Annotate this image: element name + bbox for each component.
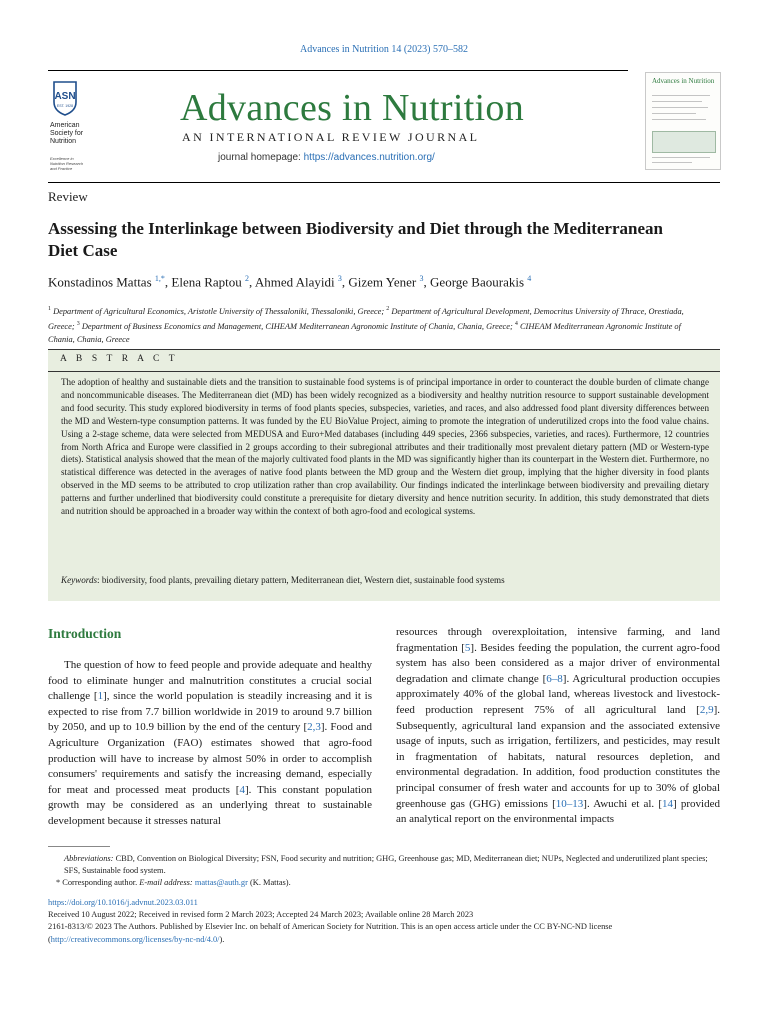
email-label: E-mail address: (139, 878, 193, 888)
header-bottom-rule (48, 182, 720, 183)
affiliation-number: 1 (48, 306, 51, 312)
article-title: Assessing the Interlinkage between Biodiversity and Diet through the Mediterranean Diet Case (48, 219, 663, 260)
asn-name (50, 122, 83, 146)
asn-tagline (50, 156, 83, 171)
article-info (48, 897, 720, 946)
keywords-list: : biodiversity, food plants, prevailing dietary pattern, Mediterranean diet, Western diet, sustainable food systems (97, 575, 505, 585)
header-rule (48, 70, 628, 71)
asn-tagline-line: Excellence in (50, 156, 74, 161)
corresponding-suffix: (K. Mattas). (247, 878, 291, 888)
reference-link[interactable]: 4 (239, 783, 245, 796)
asn-line: American (50, 122, 80, 129)
corresponding-text: Corresponding author. (60, 878, 140, 888)
abstract-heading: A B S T R A C T (60, 354, 179, 364)
affiliation-number: 3 (76, 321, 80, 328)
author-affiliation-mark[interactable]: 3 (337, 274, 342, 283)
cover-title: Advances in Nutrition (652, 77, 715, 85)
cover-line (652, 113, 696, 114)
body-text: ]. Subsequently, agricultural land expansion and the associated extensive usage of inputs, such as irrigation, fertilizers, and pesticides, may result in fragmentation of habitats, natural resources depletion, and environmental degradation. In addition, food production constitutes the principal consumer of fresh water and accounts for up to 30% of global greenhouse gas (GHG) emissions [ (396, 703, 720, 810)
corresponding-author-footnote (48, 877, 720, 889)
abbreviations-text: CBD, Convention on Biological Diversity; FSN, Food security and nutrition; GHG, Greenhouse gas; MD, Mediterranean diet; NUPs, Neglected and underutilized plant species; SFS, Sustainable food system. (64, 854, 708, 876)
homepage-link[interactable]: https://advances.nutrition.org/ (303, 152, 435, 163)
reference-link[interactable]: 6–8 (546, 672, 563, 685)
author-affiliation-mark[interactable]: 1,* (154, 274, 165, 283)
journal-homepage (218, 152, 435, 163)
cover-line (652, 107, 708, 108)
author-affiliation-mark[interactable]: 4 (527, 274, 532, 283)
author-name: Konstadinos Mattas (48, 274, 152, 290)
affiliation-text: Department of Business Economics and Management, CIHEAM Mediterranean Agronomic Institute of Chania, Chania, Greece; (81, 322, 513, 332)
cover-line (652, 119, 706, 120)
abbreviations-footnote (48, 853, 720, 877)
cover-line (652, 157, 710, 158)
body-text: ]. This constant population growth may be considered as an underlying threat to sustainable development because it stresses natural (48, 783, 372, 827)
abstract-text: The adoption of healthy and sustainable diets and the transition to sustainable food systems is of principal importance in order to counteract the double burden of climate change and noncommunicable diseases. The Mediterranean diet (MD) has been widely recognized as a biodiversity and healthy nutrition resource to support sustainable development and food security. This study explored biodiversity in terms of food plants species, subspecies, varieties, and races, and also addressed food plant diversity differences between the MD and Western-type consumption patterns. It was funded by the EU BioValue Project, aiming to promote the integration of underutilized crops into the food value chains. Using a 2-stage scheme, data were selected from MEDUSA and Euro+Med databases (including 449 species, 2366 subspecies, varieties, and races). Furthermore, 12 countries from North Africa and Europe were classified in 2 groups according to their subregional attributes and their traditionally most prevalent dietary pattern (MD or Western-type diets). Statistical analysis showed that the mean of the majorly cultivated food plants in the MD was significantly higher than its counterpart in the Western diet. Furthermore, no statistical difference was detected in the averages of native food plants between the MD group and the Western diet group, implying that the higher diversity in food plants observed in the MD seems to be attributed to crop utilization rather than crop availability. Our findings indicated the interlinkage between biodiversity and prevailing dietary patterns and further underlined that biodiversity could constitute a prerequisite for dietary diversity and hence nutrition security. In addition, this study demonstrated that diets and nutrition should be approached in a broader way within the context of both agro-food and ecological systems. (61, 377, 709, 517)
abbreviations-label: Abbreviations: (64, 854, 114, 863)
abstract-panel (48, 349, 720, 601)
footnotes (48, 853, 720, 890)
license-end: ). (219, 934, 225, 944)
body-text: ] provided an analytical report on the environmental impacts (396, 797, 721, 826)
affiliation-text: Department of Agricultural Economics, Aristotle University of Thessaloniki, Thessaloniki, Greece; (53, 306, 385, 316)
affiliation-text: Department of Agricultural Development, Democritus University of Thrace, Orestiada, Greece; (48, 306, 684, 332)
asn-tagline-line: and Practice (50, 166, 73, 171)
received-dates: Received 10 August 2022; Received in revised form 2 March 2023; Accepted 24 March 2023; Available online 28 March 2023 (48, 910, 474, 920)
cover-line (652, 101, 702, 102)
author-email-link[interactable]: mattas@auth.gr (194, 878, 248, 888)
reference-link[interactable]: 10–13 (555, 797, 584, 810)
reference-link[interactable]: 2,9 (699, 703, 714, 716)
author-affiliation-mark[interactable]: 2 (245, 274, 250, 283)
article-type: Review (48, 189, 88, 204)
footnote-rule (48, 846, 110, 847)
corresponding-mark: * (56, 878, 61, 888)
author-name: Gizem Yener (348, 274, 417, 290)
license-link[interactable]: http://creativecommons.org/licenses/by-nc-nd/4.0/ (50, 934, 220, 944)
body-text: The question of how to feed people and provide adequate and healthy food to eliminate hunger and malnutrition constitutes a crucial social challenge [ (48, 659, 372, 703)
affiliation-number: 2 (386, 306, 390, 312)
asn-line: Society for (50, 130, 84, 137)
intro-column-right (396, 625, 720, 828)
intro-heading: Introduction (48, 626, 122, 641)
reference-link[interactable]: 2,3 (307, 721, 321, 734)
reference-link[interactable]: 5 (464, 641, 471, 654)
body-text: ], since the world population is steadily increasing and it is expected to rise from 7.7 billion worldwide in 2019 to around 9.7 billion by 2050, and up to 10.9 billion by the end of the century [ (48, 690, 372, 734)
asn-badge-text: ASN (54, 91, 76, 102)
body-text: ]. Food and Agriculture Organization (FAO) estimates showed that agro-food production will have to increase by almost 50% in order to accomplish consumers' requirements and satisfy the increasing demand, especially for meat and processed meat products [ (48, 721, 373, 796)
author-affiliation-mark[interactable]: 3 (419, 274, 424, 283)
body-text: ]. Agricultural production occupies approximately 40% of the global land, whereas livestock and livestock-feed production represent 75% of all agricultural land [ (396, 672, 720, 716)
body-text: ]. Besides feeding the population, the current agro-food system has also been considered as a major driver of environmental degradation and climate change [ (396, 641, 720, 685)
journal-citation[interactable]: Advances in Nutrition 14 (2023) 570–582 (299, 44, 469, 55)
author-name: Ahmed Alayidi (254, 274, 335, 290)
asn-badge-icon (50, 80, 80, 116)
cover-figure (652, 131, 716, 153)
abstract-header (48, 349, 720, 372)
cover-line (652, 95, 710, 96)
asn-tagline-line: Nutrition Research (50, 161, 84, 166)
body-text: resources through overexploitation, intensive farming, and land fragmentation [ (396, 626, 720, 654)
asn-badge-sub: EST. 1928 (56, 104, 74, 108)
affiliation-number: 4 (514, 321, 518, 328)
author-name: Elena Raptou (171, 274, 242, 290)
affiliations (48, 303, 708, 346)
author-list: Konstadinos Mattas $^{1,*}$, Elena Raptou $^2$, Ahmed Alayidi $^3$, Gizem Yener $^3$, George Baourakis $^4$ (48, 274, 532, 290)
cover-line (652, 162, 692, 163)
asn-logo (48, 80, 104, 170)
intro-column-left (48, 658, 372, 830)
homepage-label: journal homepage: (218, 152, 304, 163)
author-name: George Baourakis (430, 274, 525, 290)
affiliation-text: CIHEAM Mediterranean Agronomic Institute of Chania, Chania, Greece (48, 322, 681, 344)
reference-link[interactable]: 14 (662, 797, 674, 810)
journal-title: Advances in Nutrition (180, 87, 525, 129)
keywords-label: Keywords (61, 575, 98, 585)
journal-cover-thumbnail[interactable] (645, 72, 721, 170)
license-statement (48, 921, 720, 945)
asn-line: Nutrition (50, 138, 77, 145)
reference-link[interactable]: 1 (97, 690, 104, 703)
body-text: ]. Awuchi et al. [ (583, 797, 663, 810)
journal-subtitle: AN INTERNATIONAL REVIEW JOURNAL (182, 130, 480, 144)
license-text: 2161-8313/© 2023 The Authors. Published by Elsevier Inc. on behalf of American Society for Nutrition. This is an open access article under the CC BY-NC-ND license ( (48, 922, 613, 944)
keywords (61, 575, 709, 585)
doi-link[interactable]: https://doi.org/10.1016/j.advnut.2023.03.011 (48, 898, 198, 907)
